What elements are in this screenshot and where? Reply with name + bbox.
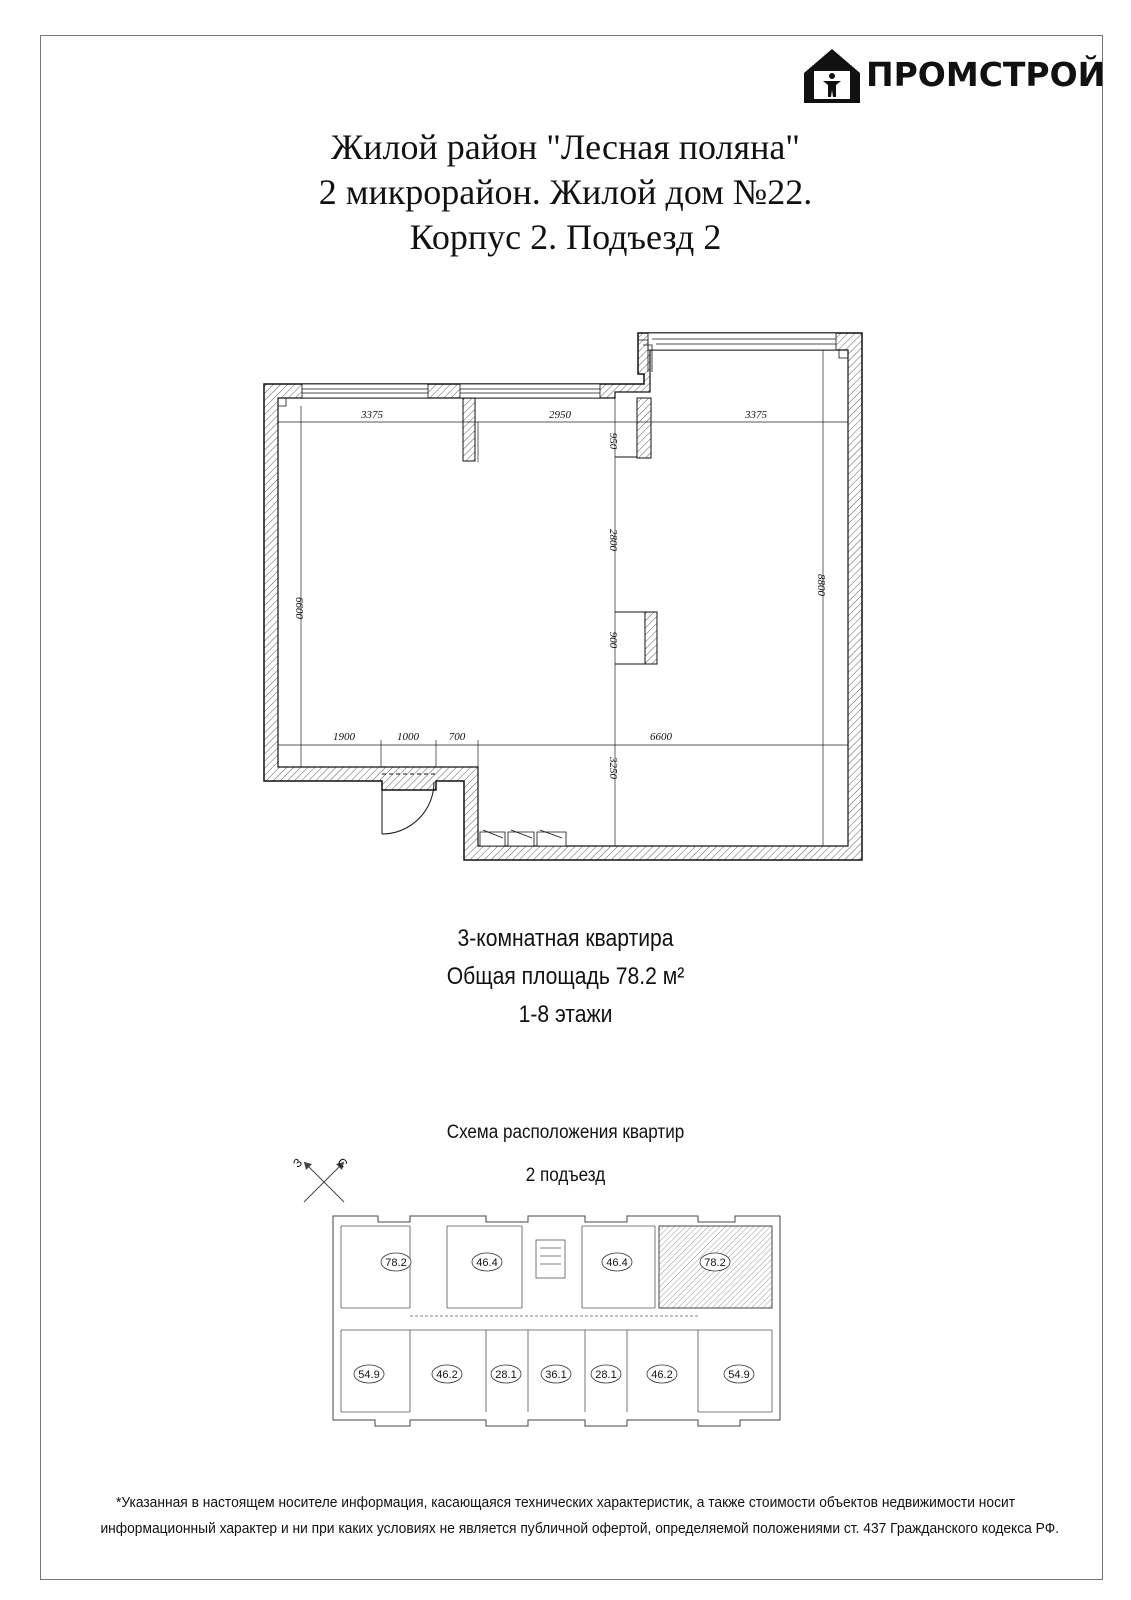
dim-1900: 1900 bbox=[333, 731, 355, 743]
brand-name: ПРОМСТРОЙ bbox=[866, 55, 1106, 94]
dim-6600: 6600 bbox=[650, 731, 672, 743]
dim-950: 950 bbox=[607, 432, 619, 450]
area-bottom-3: 28.1 bbox=[495, 1369, 517, 1381]
dim-1000: 1000 bbox=[397, 731, 419, 743]
area-top-1: 78.2 bbox=[385, 1257, 407, 1269]
title-line-1: Жилой район "Лесная поляна" bbox=[330, 127, 801, 167]
dim-top-right: 3375 bbox=[745, 409, 767, 421]
dim-3250: 3250 bbox=[607, 757, 619, 779]
dim-900: 900 bbox=[607, 631, 619, 649]
area-top-4: 78.2 bbox=[704, 1257, 726, 1269]
area-bottom-6: 46.2 bbox=[651, 1369, 673, 1381]
apartment-type: 3-комнатная квартира bbox=[457, 925, 674, 952]
area-bottom-7: 54.9 bbox=[728, 1369, 750, 1381]
area-top-2: 46.4 bbox=[476, 1257, 498, 1269]
compass-north: С bbox=[334, 1154, 351, 1172]
disclaimer-line-2: информационный характер и ни при каких условиях не является публичной офертой, определяемой положениями ст. 437 Гражданского кодекса РФ. bbox=[100, 1520, 1060, 1537]
dim-right-height: 8800 bbox=[815, 574, 827, 596]
title-line-2: 2 микрорайон. Жилой дом №22. bbox=[318, 172, 813, 212]
area-bottom-2: 46.2 bbox=[436, 1369, 458, 1381]
area-top-3: 46.4 bbox=[606, 1257, 628, 1269]
apartment-area: Общая площадь 78.2 м² bbox=[446, 963, 685, 990]
disclaimer-line-1: *Указанная в настоящем носителе информация, касающаяся технических характеристик, а также стоимости объектов недвижимости носит bbox=[115, 1494, 1016, 1511]
dim-top-mid: 2950 bbox=[549, 409, 571, 421]
title-line-3: Корпус 2. Подъезд 2 bbox=[409, 217, 722, 257]
area-bottom-4: 36.1 bbox=[545, 1369, 567, 1381]
area-bottom-1: 54.9 bbox=[358, 1369, 380, 1381]
compass-west: З bbox=[290, 1155, 306, 1171]
dim-top-left: 3375 bbox=[361, 409, 383, 421]
apartment-floors: 1-8 этажи bbox=[518, 1001, 613, 1028]
area-bottom-5: 28.1 bbox=[595, 1369, 617, 1381]
dim-700: 700 bbox=[448, 731, 466, 743]
dim-2800: 2800 bbox=[607, 529, 619, 551]
disclaimer bbox=[60, 1490, 1071, 1542]
scheme-title: Схема расположения квартир bbox=[446, 1122, 685, 1143]
dim-left-height: 6600 bbox=[293, 597, 305, 619]
scheme-entrance: 2 подъезд bbox=[525, 1165, 606, 1186]
